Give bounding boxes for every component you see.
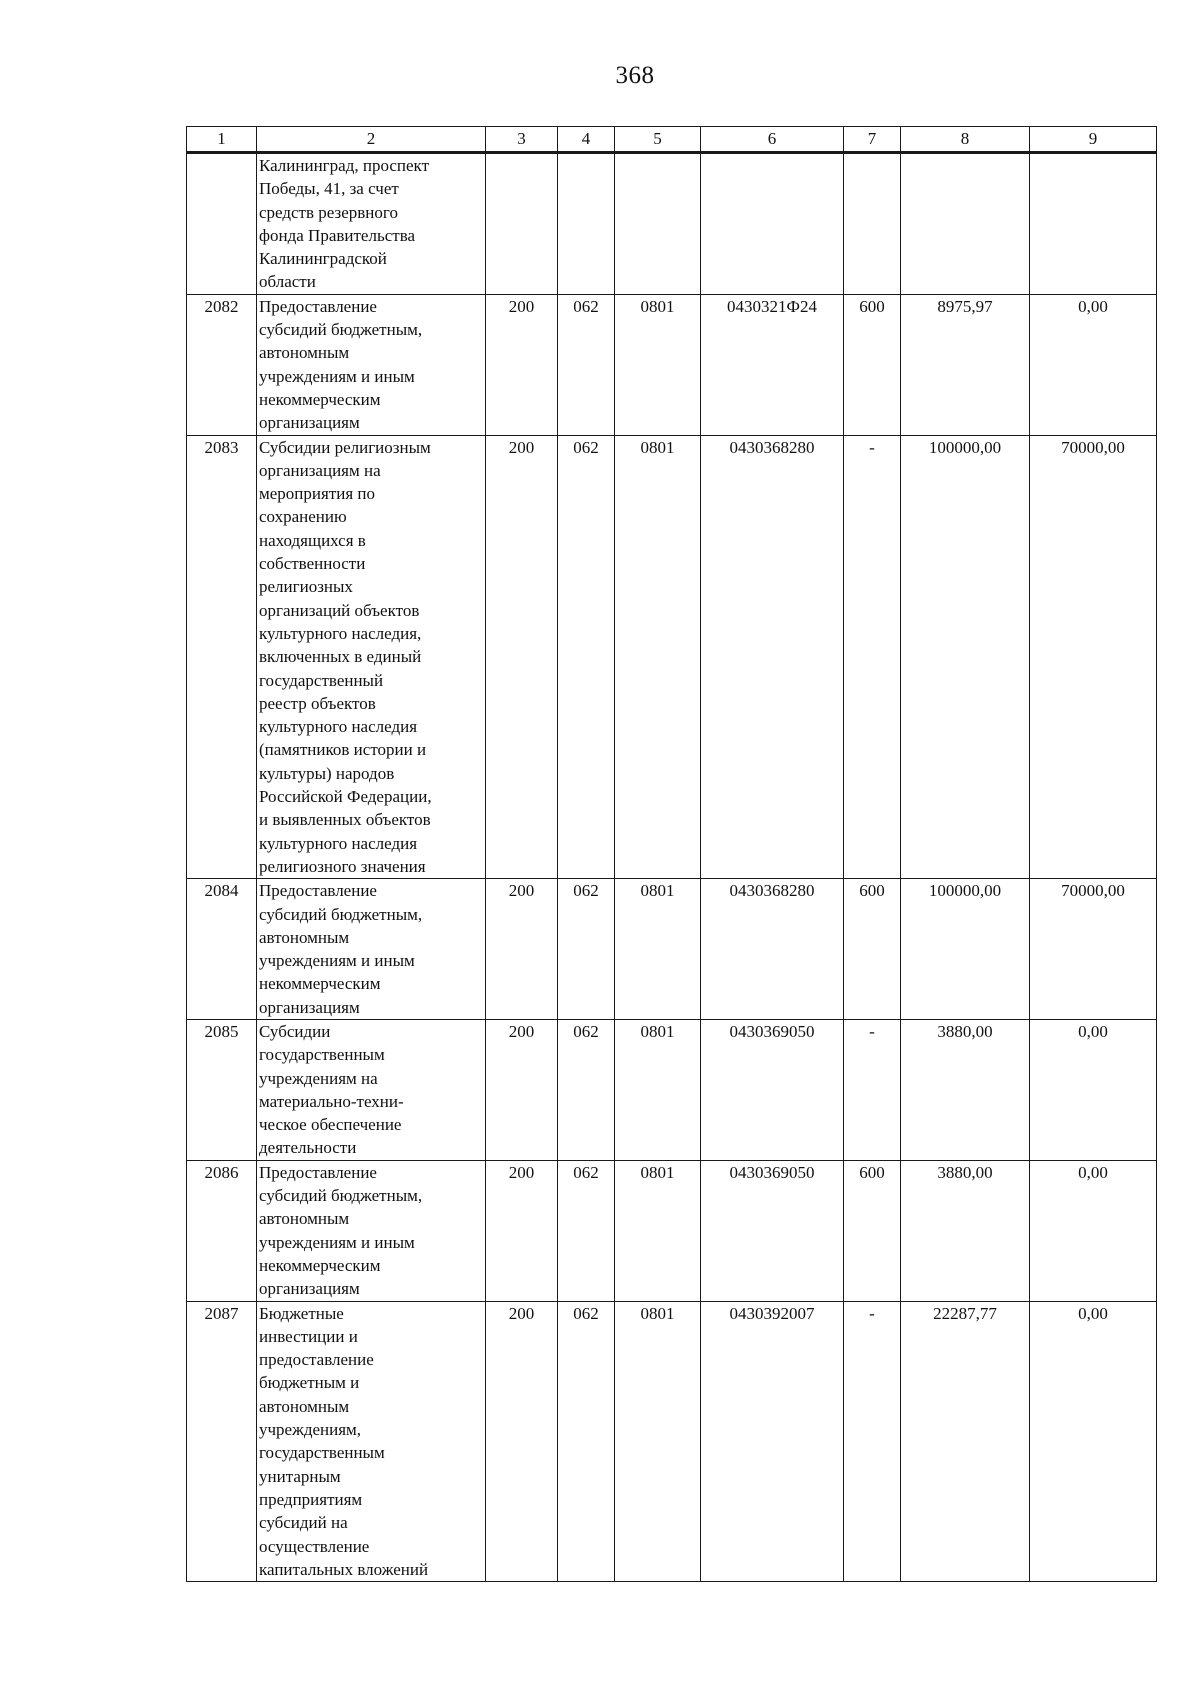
- row-cell-8: 100000,00: [901, 879, 1030, 1020]
- row-name-line: государственным: [259, 1443, 385, 1463]
- row-name-line: фонда Правительства: [259, 225, 416, 245]
- header-row: [187, 127, 1157, 153]
- row-name-line: организаций объектов: [259, 600, 420, 620]
- row-name-line: собственности: [259, 554, 366, 574]
- row-cell-5: [615, 153, 701, 295]
- row-cell-7: -: [844, 435, 901, 879]
- row-name-line: религиозного значения: [259, 856, 426, 876]
- table-row: [187, 294, 1157, 435]
- row-name-line: Калининград, проспект: [259, 156, 430, 175]
- row-name-line: Бюджетные: [259, 1303, 344, 1323]
- row-name-cell: [257, 1301, 486, 1582]
- row-name-line: ческое обеспечение: [259, 1115, 402, 1135]
- row-name-line: организациям: [259, 413, 360, 433]
- row-name-cell: [257, 435, 486, 879]
- row-name-line: субсидий бюджетным,: [259, 320, 423, 340]
- row-name-line: организациям: [259, 1279, 360, 1299]
- row-cell-4: 062: [558, 1301, 615, 1582]
- row-name-line: культуры) народов: [259, 763, 395, 783]
- row-cell-3: 200: [486, 1160, 558, 1301]
- row-name-line: автономным: [259, 927, 350, 947]
- row-number-cell: 2083: [187, 435, 257, 879]
- row-name-line: государственным: [259, 1045, 385, 1065]
- row-cell-6: 0430368280: [701, 435, 844, 879]
- row-name-cell: [257, 153, 486, 295]
- row-name-line: унитарным: [259, 1466, 341, 1486]
- row-cell-8: 100000,00: [901, 435, 1030, 879]
- row-cell-5: 0801: [615, 879, 701, 1020]
- row-cell-7: [844, 153, 901, 295]
- row-cell-5: 0801: [615, 1019, 701, 1160]
- row-cell-4: 062: [558, 1160, 615, 1301]
- row-name-line: бюджетным и: [259, 1373, 360, 1393]
- row-name-line: предприятиям: [259, 1489, 363, 1509]
- row-name-line: культурного наследия,: [259, 623, 422, 643]
- table-row: [187, 435, 1157, 879]
- row-cell-6: [701, 153, 844, 295]
- row-cell-7: -: [844, 1019, 901, 1160]
- row-name-cell: [257, 879, 486, 1020]
- row-cell-9: [1030, 153, 1157, 295]
- row-name-line: области: [259, 272, 316, 292]
- row-name-line: учреждениям на: [259, 1068, 378, 1088]
- column-header-4: 4: [558, 127, 615, 153]
- column-header-8: 8: [901, 127, 1030, 153]
- table-row: [187, 879, 1157, 1020]
- row-name-cell: [257, 1160, 486, 1301]
- column-header-5: 5: [615, 127, 701, 153]
- row-cell-5: 0801: [615, 435, 701, 879]
- row-name-line: предоставление: [259, 1350, 374, 1370]
- row-name-line: деятельности: [259, 1138, 357, 1158]
- row-name-line: Предоставление: [259, 1162, 377, 1182]
- row-name-line: мероприятия по: [259, 484, 376, 504]
- column-header-1: 1: [187, 127, 257, 153]
- table-body: [187, 153, 1157, 1582]
- row-cell-8: 3880,00: [901, 1160, 1030, 1301]
- row-cell-7: 600: [844, 1160, 901, 1301]
- row-name-line: включенных в единый: [259, 647, 422, 667]
- row-cell-8: 8975,97: [901, 294, 1030, 435]
- row-cell-8: 22287,77: [901, 1301, 1030, 1582]
- column-header-7: 7: [844, 127, 901, 153]
- row-cell-3: 200: [486, 435, 558, 879]
- row-cell-7: 600: [844, 879, 901, 1020]
- row-name-line: средств резервного: [259, 202, 398, 222]
- table-row: [187, 1301, 1157, 1582]
- row-cell-4: 062: [558, 879, 615, 1020]
- row-number-cell: [187, 153, 257, 295]
- row-cell-7: 600: [844, 294, 901, 435]
- row-cell-9: 0,00: [1030, 1019, 1157, 1160]
- row-name-line: организациям на: [259, 460, 381, 480]
- row-cell-9: 0,00: [1030, 1301, 1157, 1582]
- budget-table: [186, 126, 1157, 1582]
- row-cell-9: 0,00: [1030, 294, 1157, 435]
- row-name-line: учреждениям и иным: [259, 366, 415, 386]
- row-name-line: Субсидии: [259, 1021, 331, 1041]
- column-header-9: 9: [1030, 127, 1157, 153]
- row-name-line: находящихся в: [259, 530, 366, 550]
- row-name-line: автономным: [259, 1209, 350, 1229]
- row-name-line: государственный: [259, 670, 384, 690]
- row-cell-3: 200: [486, 1019, 558, 1160]
- row-name-line: Победы, 41, за счет: [259, 179, 399, 199]
- row-name-line: Субсидии религиозным: [259, 437, 431, 457]
- row-name-line: капитальных вложений: [259, 1559, 429, 1579]
- row-cell-7: -: [844, 1301, 901, 1582]
- row-cell-3: 200: [486, 294, 558, 435]
- page-number: 368: [615, 62, 655, 89]
- row-cell-6: 0430321Ф24: [701, 294, 844, 435]
- row-cell-6: 0430369050: [701, 1019, 844, 1160]
- column-header-6: 6: [701, 127, 844, 153]
- row-name-line: автономным: [259, 1396, 350, 1416]
- row-cell-8: [901, 153, 1030, 295]
- row-name-line: субсидий на: [259, 1513, 348, 1533]
- row-name-cell: [257, 294, 486, 435]
- row-name-line: культурного наследия: [259, 717, 418, 737]
- row-cell-9: 70000,00: [1030, 435, 1157, 879]
- row-name-line: Калининградской: [259, 249, 387, 269]
- row-name-line: и выявленных объектов: [259, 810, 431, 830]
- row-name-line: некоммерческим: [259, 389, 381, 409]
- table-row: [187, 1160, 1157, 1301]
- table-row: [187, 153, 1157, 295]
- row-name-line: сохранению: [259, 507, 347, 527]
- row-cell-3: 200: [486, 1301, 558, 1582]
- row-name-line: учреждениям и иным: [259, 951, 415, 971]
- row-number-cell: 2086: [187, 1160, 257, 1301]
- column-header-3: 3: [486, 127, 558, 153]
- row-name-line: (памятников истории и: [259, 740, 427, 760]
- row-cell-3: 200: [486, 879, 558, 1020]
- row-number-cell: 2087: [187, 1301, 257, 1582]
- row-cell-6: 0430369050: [701, 1160, 844, 1301]
- row-cell-9: 0,00: [1030, 1160, 1157, 1301]
- row-name-line: автономным: [259, 343, 350, 363]
- row-number-cell: 2085: [187, 1019, 257, 1160]
- row-cell-3: [486, 153, 558, 295]
- row-name-line: осуществление: [259, 1536, 370, 1556]
- row-cell-4: 062: [558, 435, 615, 879]
- row-name-line: некоммерческим: [259, 974, 381, 994]
- column-header-2: 2: [257, 127, 486, 153]
- row-name-line: организациям: [259, 997, 360, 1017]
- row-cell-5: 0801: [615, 294, 701, 435]
- row-cell-4: [558, 153, 615, 295]
- row-cell-5: 0801: [615, 1301, 701, 1582]
- row-name-line: религиозных: [259, 577, 353, 597]
- row-cell-6: 0430368280: [701, 879, 844, 1020]
- row-name-line: Предоставление: [259, 296, 377, 316]
- row-name-cell: [257, 1019, 486, 1160]
- row-name-line: Российской Федерации,: [259, 787, 432, 807]
- row-name-line: субсидий бюджетным,: [259, 1186, 423, 1206]
- row-cell-5: 0801: [615, 1160, 701, 1301]
- row-name-line: учреждениям,: [259, 1420, 362, 1440]
- row-cell-6: 0430392007: [701, 1301, 844, 1582]
- row-name-line: реестр объектов: [259, 693, 376, 713]
- row-name-line: Предоставление: [259, 881, 377, 901]
- row-name-line: учреждениям и иным: [259, 1232, 415, 1252]
- row-name-line: материально-техни-: [259, 1091, 404, 1111]
- row-number-cell: 2084: [187, 879, 257, 1020]
- row-name-line: субсидий бюджетным,: [259, 904, 423, 924]
- row-name-line: инвестиции и: [259, 1326, 358, 1346]
- row-cell-4: 062: [558, 1019, 615, 1160]
- table-row: [187, 1019, 1157, 1160]
- row-cell-8: 3880,00: [901, 1019, 1030, 1160]
- row-number-cell: 2082: [187, 294, 257, 435]
- row-cell-9: 70000,00: [1030, 879, 1157, 1020]
- row-name-line: некоммерческим: [259, 1255, 381, 1275]
- row-name-line: культурного наследия: [259, 833, 418, 853]
- row-cell-4: 062: [558, 294, 615, 435]
